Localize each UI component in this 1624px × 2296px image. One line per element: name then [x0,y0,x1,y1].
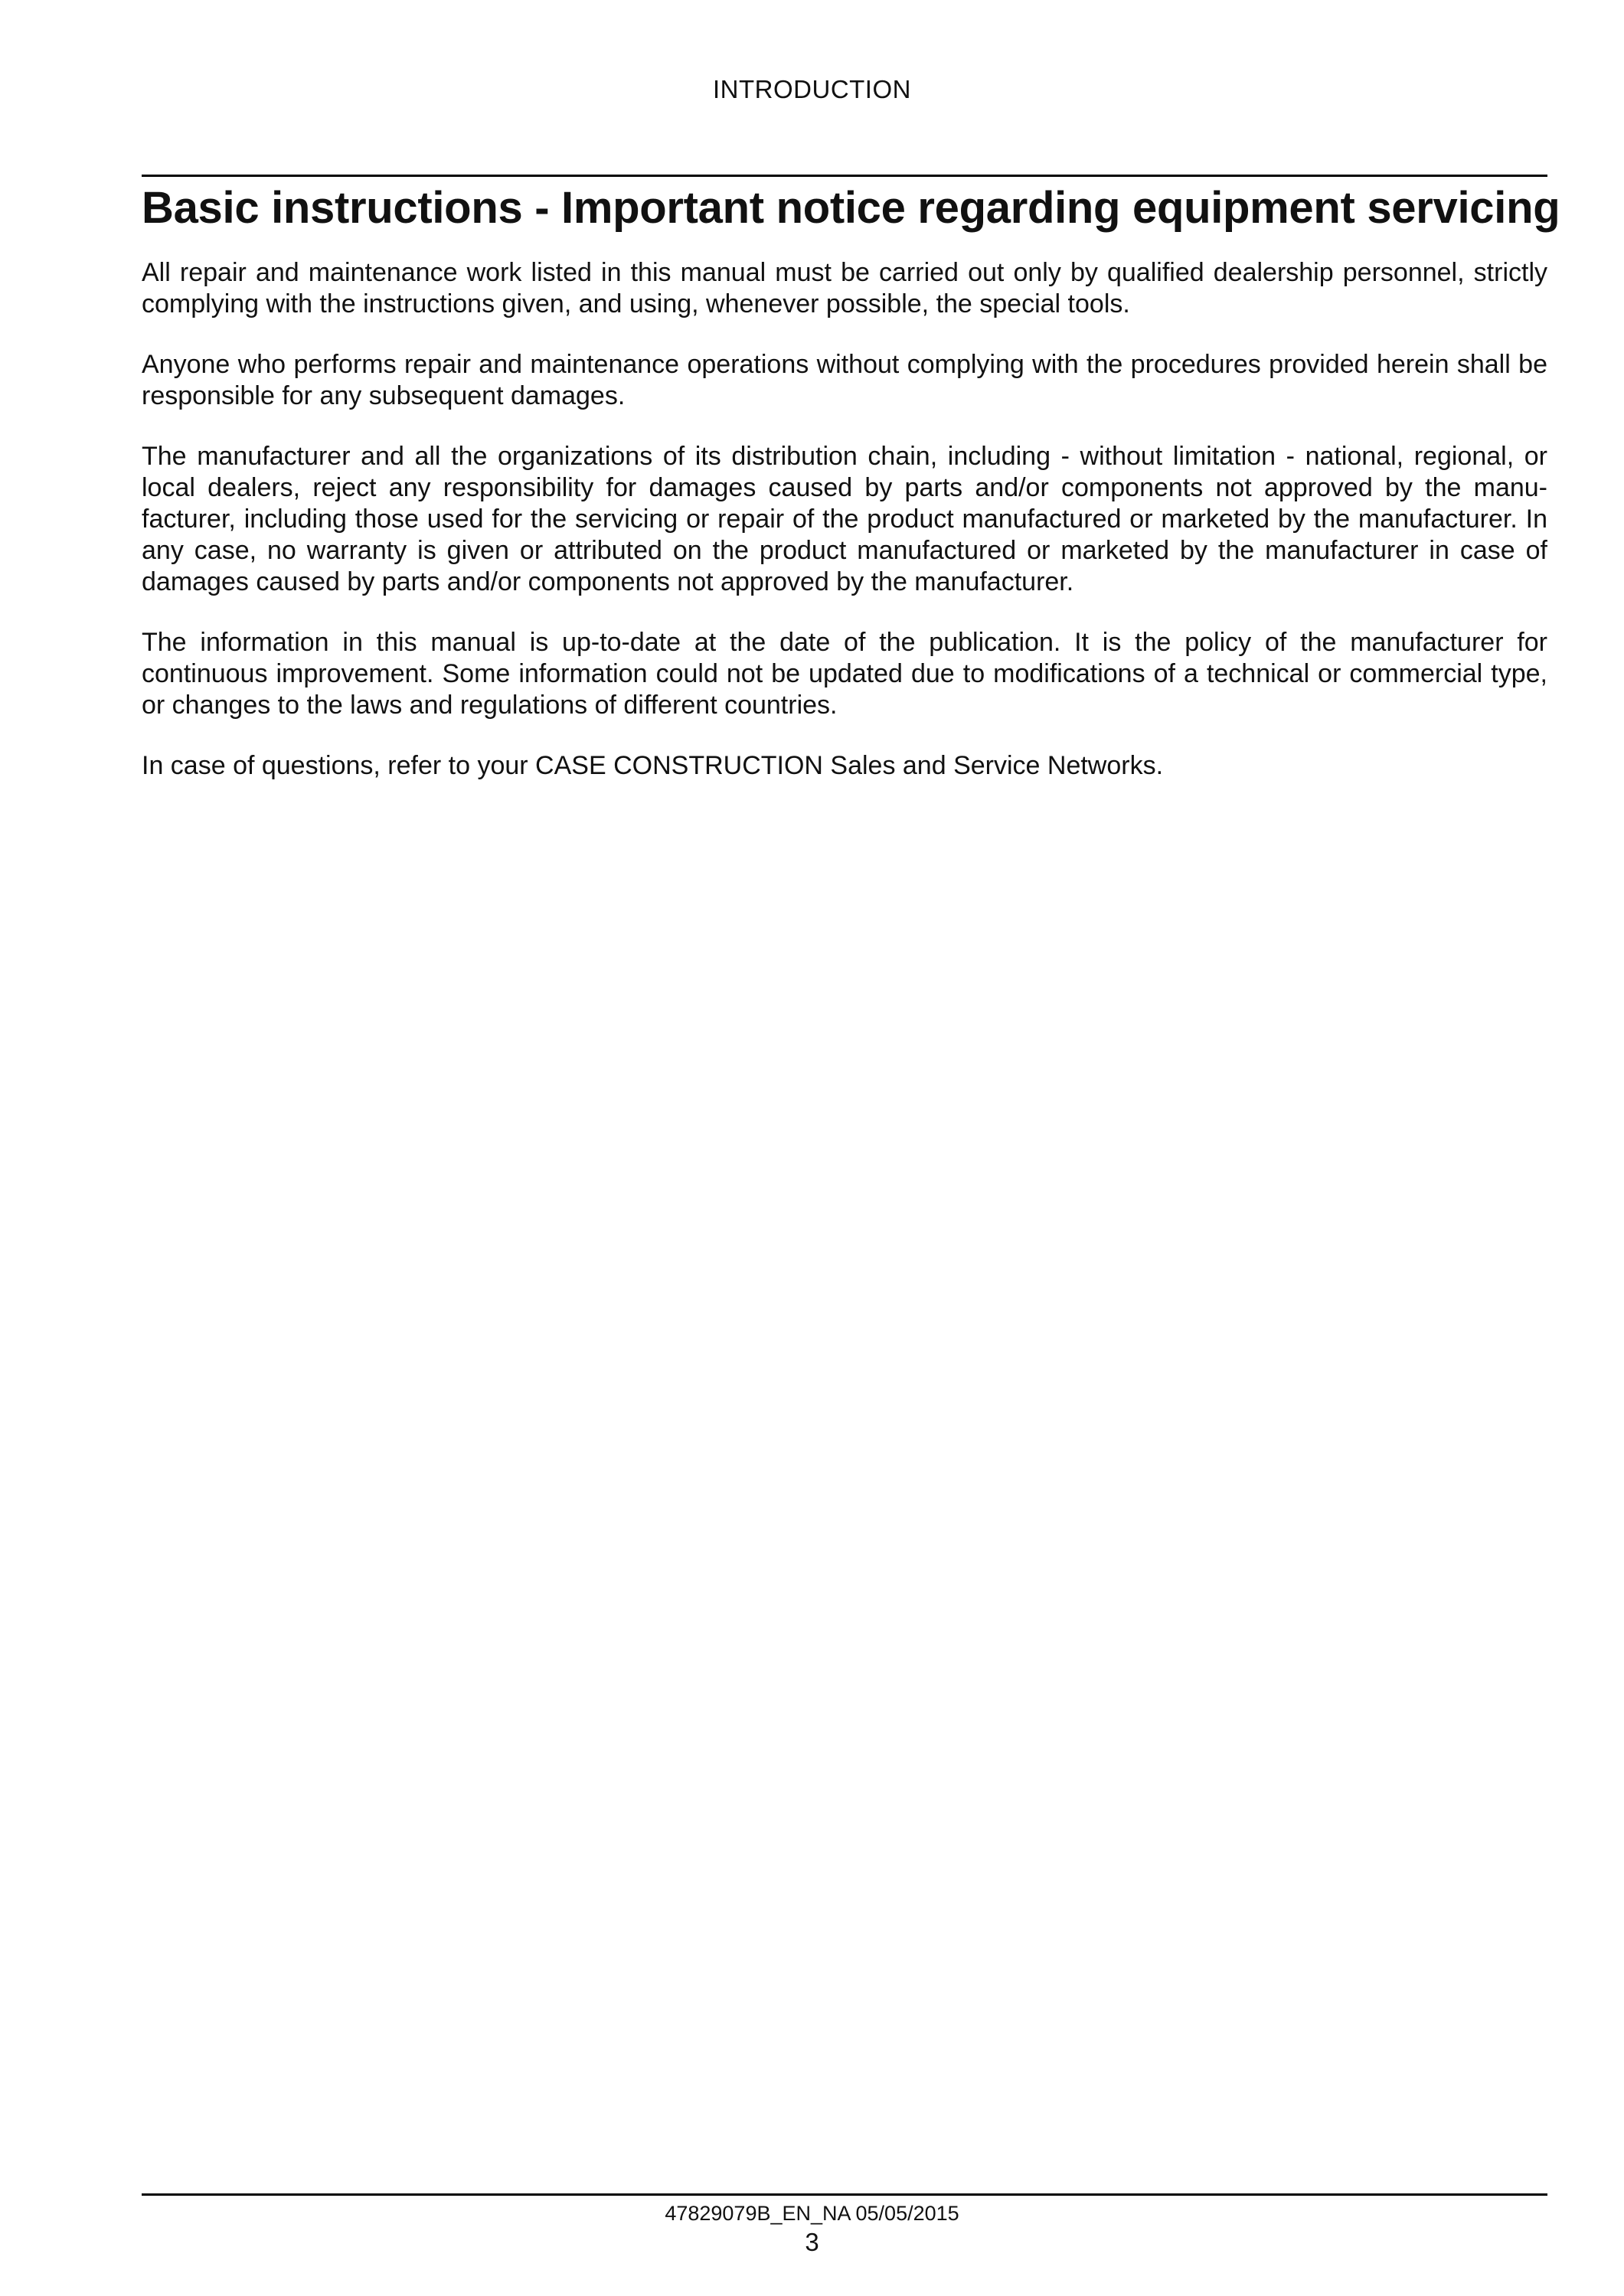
paragraph-information-currency: The information in this manual is up-to-date at the date of the publication. It is the policy of the manufacturer for continuous improvement. Some information could not be updated due to modifications of a technical or commercial type, or changes to the laws and regulations of different countries. [142,628,1547,720]
paragraph-qualified-personnel: All repair and maintenance work listed in this manual must be carried out only by qualified dealership personnel, strictly complying with the instructions given, and using, whenever possible, the special tools. [142,258,1547,318]
running-header: INTRODUCTION [713,75,911,103]
paragraph-manufacturer-liability: The manufacturer and all the organizations of its distribution chain, including - without limitation - national, regional, or local dealers, reject any responsibility for damages caused by parts and/or components not approved by the manufacturer, including those used for the servicing or repair of the product manufactured or marketed by the manufacturer. In any case, no warranty is given or attributed on the product manufactured or marketed by the manufacturer in case of damages caused by parts and/or components not approved by the manufacturer. [142,442,1547,596]
page-number: 3 [805,2228,819,2256]
document-id: 47829079B_EN_NA 05/05/2015 [665,2202,959,2225]
page-content [142,178,1560,811]
section-title: Basic instructions - Important notice regarding equipment servicing [142,183,1560,233]
footer-divider [142,2193,1547,2196]
paragraph-responsibility: Anyone who performs repair and maintenance operations without complying with the procedures provided herein shall be responsible for any subsequent damages. [142,350,1547,410]
header-divider [142,175,1547,177]
paragraph-questions: In case of questions, refer to your CASE CONSTRUCTION Sales and Service Networks. [142,751,1164,780]
